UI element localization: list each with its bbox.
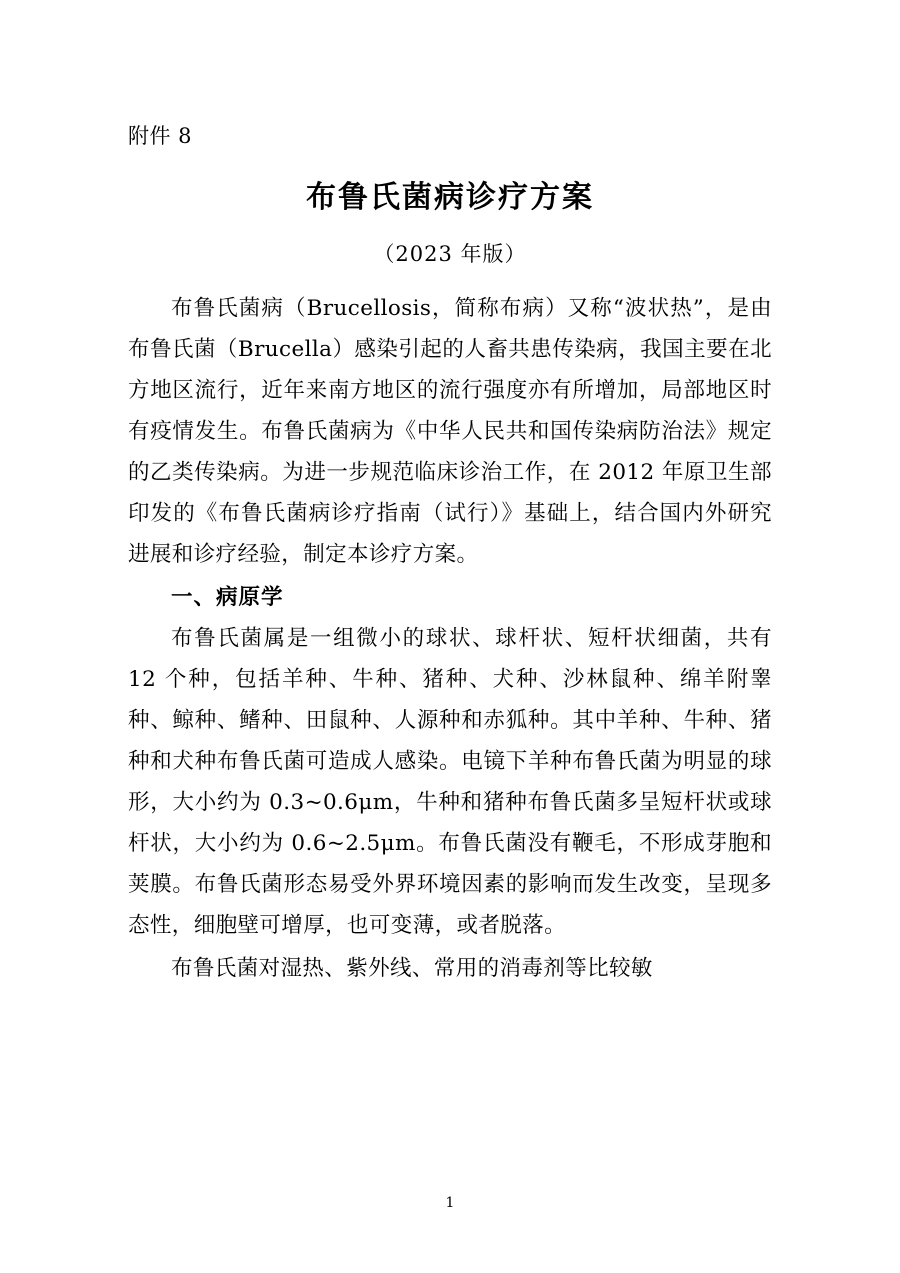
page-title: 布鲁氏菌病诊疗方案 [306,180,594,215]
page-number: 1 [445,1195,455,1211]
attachment-label: 附件 8 [128,124,193,148]
section-paragraph-2: 布鲁氏菌对湿热、紫外线、常用的消毒剂等比较敏 [171,956,653,981]
section-paragraph-1: 布鲁氏菌属是一组微小的球状、球杆状、短杆状细菌，共有 12 个种，包括羊种、牛种、猪种、犬种、沙林鼠种、绵羊附睾种、鲸种、鳍种、田鼠种、人源种和赤狐种。其中羊种、牛种、猪种和犬种布鲁氏菌可造成人感染。电镜下羊种布鲁氏菌为明显的球形，大小约为 0.3~0.6μm，牛种和猪种布鲁氏菌多呈短杆状或球杆状，大小约为 0.6~2.5μm。布鲁氏菌没有鞭毛，不形成芽胞和荚膜。布鲁氏菌形态易受外界环境因素的影响而发生改变，呈现多态性，细胞壁可增厚，也可变薄，或者脱落。 [128,626,772,938]
document-version-subtitle: （2023 年版） [373,242,527,266]
intro-paragraph: 布鲁氏菌病（Brucellosis，简称布病）又称“波状热”，是由布鲁氏菌（Brucella）感染引起的人畜共患传染病，我国主要在北方地区流行，近年来南方地区的流行强度亦有所增加，局部地区时有疫情发生。布鲁氏菌病为《中华人民共和国传染病防治法》规定的乙类传染病。为进一步规范临床诊治工作，在 2012 年原卫生部印发的《布鲁氏菌病诊疗指南（试行）》基础上，结合国内外研究进展和诊疗经验，制定本诊疗方案。 [128,296,772,567]
section-heading-pathogen: 一、病原学 [171,585,284,610]
